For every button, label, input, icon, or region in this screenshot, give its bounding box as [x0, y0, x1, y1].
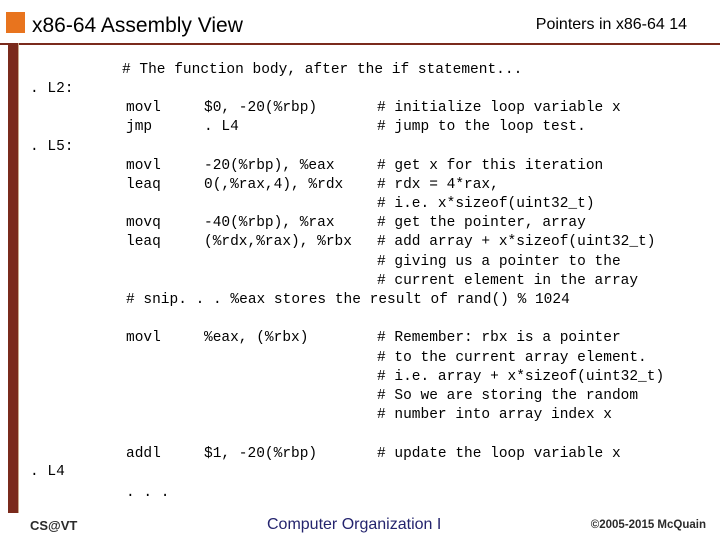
code-comment: # i.e. array + x*sizeof(uint32_t)	[377, 369, 665, 385]
code-label: . L2:	[30, 81, 74, 97]
code-comment: # number into array index x	[377, 407, 612, 423]
footer-copyright: ©2005-2015 McQuain	[590, 519, 706, 531]
code-comment: # Remember: rbx is a pointer	[377, 330, 621, 346]
code-operands: -20(%rbp), %eax	[204, 158, 335, 174]
code-opcode: leaq	[126, 234, 161, 250]
code-label: . L5:	[30, 139, 74, 155]
code-comment: # get the pointer, array	[377, 215, 586, 231]
code-comment: # add array + x*sizeof(uint32_t)	[377, 234, 656, 250]
left-margin-line	[18, 43, 19, 513]
header-rule	[0, 43, 720, 45]
code-comment: # rdx = 4*rax,	[377, 177, 499, 193]
slide-title: x86-64 Assembly View	[32, 14, 243, 37]
title-accent-square	[6, 12, 25, 33]
code-comment: # to the current array element.	[377, 350, 647, 366]
code-comment: # current element in the array	[377, 273, 639, 289]
slide-subtitle: Pointers in x86-64 14	[535, 16, 687, 33]
code-comment: # i.e. x*sizeof(uint32_t)	[377, 196, 595, 212]
code-comment: # The function body, after the if statement...	[122, 62, 523, 78]
code-operands: -40(%rbp), %rax	[204, 215, 335, 231]
code-ellipsis: . . .	[126, 485, 170, 501]
code-operands: $1, -20(%rbp)	[204, 446, 318, 462]
code-operands: $0, -20(%rbp)	[204, 100, 318, 116]
left-margin-bar	[8, 43, 18, 513]
code-comment: # initialize loop variable x	[377, 100, 621, 116]
code-opcode: movl	[126, 330, 161, 346]
code-label: . L4	[30, 464, 65, 480]
code-opcode: jmp	[126, 119, 153, 135]
footer-course-title: Computer Organization I	[267, 516, 442, 533]
code-comment: # update the loop variable x	[377, 446, 621, 462]
code-opcode: movl	[126, 158, 161, 174]
code-comment: # giving us a pointer to the	[377, 254, 621, 270]
code-comment: # jump to the loop test.	[377, 119, 586, 135]
code-operands: (%rdx,%rax), %rbx	[204, 234, 352, 250]
code-opcode: leaq	[126, 177, 161, 193]
code-operands: . L4	[204, 119, 239, 135]
code-operands: %eax, (%rbx)	[204, 330, 309, 346]
code-comment: # So we are storing the random	[377, 388, 639, 404]
code-operands: 0(,%rax,4), %rdx	[204, 177, 344, 193]
code-comment: # get x for this iteration	[377, 158, 604, 174]
code-snip-comment: # snip. . . %eax stores the result of rand() % 1024	[126, 292, 570, 308]
code-opcode: addl	[126, 446, 161, 462]
footer-course-tag: CS@VT	[30, 518, 78, 533]
code-opcode: movl	[126, 100, 161, 116]
code-opcode: movq	[126, 215, 161, 231]
